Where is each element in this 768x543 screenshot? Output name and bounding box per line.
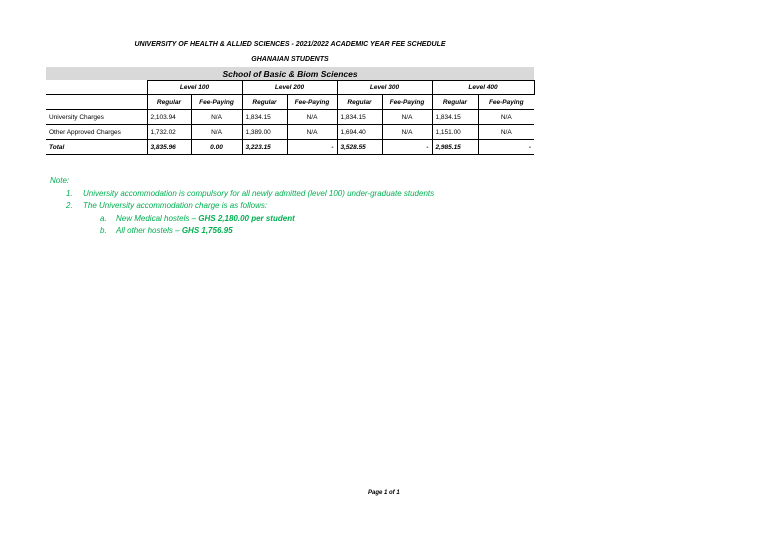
- table-cell: 3,223.15: [242, 140, 287, 155]
- table-cell: N/A: [191, 125, 242, 140]
- note-sub-text-wrap: [116, 213, 295, 226]
- row-label: University Charges: [46, 110, 147, 125]
- document-subtitle: GHANAIAN STUDENTS: [251, 56, 329, 63]
- notes-heading: Note:: [50, 176, 70, 185]
- column-header: Fee-Paying: [478, 95, 534, 110]
- level-header: Level 200: [242, 81, 337, 95]
- level-header: Level 300: [337, 81, 432, 95]
- table-cell: 0.00: [191, 140, 242, 155]
- fee-schedule-table: [46, 67, 535, 155]
- note-text: University accommodation is compulsory for all newly admitted (level 100) under-graduate students: [83, 188, 435, 198]
- row-label: Other Approved Charges: [46, 125, 147, 140]
- table-cell: 3,835.96: [147, 140, 191, 155]
- table-cell: 2,103.94: [147, 110, 191, 125]
- table-cell: N/A: [478, 125, 534, 140]
- table-row: [46, 125, 534, 140]
- notes-section: [50, 175, 435, 238]
- note-item: [50, 188, 435, 201]
- note-sub-bold: GHS 1,756.95: [181, 226, 233, 235]
- note-sub-text: New Medical hostels –: [116, 213, 199, 223]
- note-number: 1.: [66, 188, 73, 198]
- table-cell: -: [478, 140, 534, 155]
- table-cell: 1,694.40: [337, 125, 382, 140]
- table-cell: -: [287, 140, 337, 155]
- note-sub-bold: GHS 2,180.00 per student: [198, 213, 295, 223]
- note-subitem: [50, 225, 233, 238]
- column-header: Regular: [147, 95, 191, 110]
- note-sub-letter: b.: [100, 226, 107, 235]
- table-cell: 1,834.15: [242, 110, 287, 125]
- table-cell: 1,151.00: [432, 125, 478, 140]
- table-row: [46, 110, 534, 125]
- table-cell: N/A: [382, 110, 432, 125]
- total-row: [46, 140, 534, 155]
- note-sub-letter: a.: [100, 213, 107, 223]
- level-header: Level 100: [147, 81, 242, 95]
- table-cell: N/A: [287, 125, 337, 140]
- column-header: Regular: [432, 95, 478, 110]
- column-header: Regular: [337, 95, 382, 110]
- note-sub-text: All other hostels –: [116, 226, 182, 235]
- school-name: School of Basic & Biom Sciences: [46, 67, 534, 81]
- table-cell: N/A: [191, 110, 242, 125]
- column-header: Fee-Paying: [382, 95, 432, 110]
- note-number: 2.: [66, 201, 73, 210]
- table-cell: 1,834.15: [337, 110, 382, 125]
- row-label: Total: [46, 140, 147, 155]
- note-subitem: [50, 213, 295, 226]
- column-header: Fee-Paying: [191, 95, 242, 110]
- document-title: UNIVERSITY OF HEALTH & ALLIED SCIENCES - 2021/2022 ACADEMIC YEAR FEE SCHEDULE: [134, 41, 446, 48]
- table-cell: -: [382, 140, 432, 155]
- table-cell: 3,528.55: [337, 140, 382, 155]
- column-header: Fee-Paying: [287, 95, 337, 110]
- row-label-header: [46, 95, 147, 110]
- note-text: The University accommodation charge is as follows:: [83, 201, 268, 210]
- table-cell: 1,389.00: [242, 125, 287, 140]
- table-cell: N/A: [478, 110, 534, 125]
- level-header: Level 400: [432, 81, 534, 95]
- note-item: [50, 200, 268, 213]
- level-header-spacer: [46, 81, 147, 95]
- table-cell: 1,834.15: [432, 110, 478, 125]
- column-header: Regular: [242, 95, 287, 110]
- page-number: Page 1 of 1: [368, 490, 400, 496]
- table-cell: N/A: [382, 125, 432, 140]
- table-cell: 1,732.02: [147, 125, 191, 140]
- table-cell: N/A: [287, 110, 337, 125]
- table-cell: 2,985.15: [432, 140, 478, 155]
- note-sub-text-wrap: [116, 225, 233, 238]
